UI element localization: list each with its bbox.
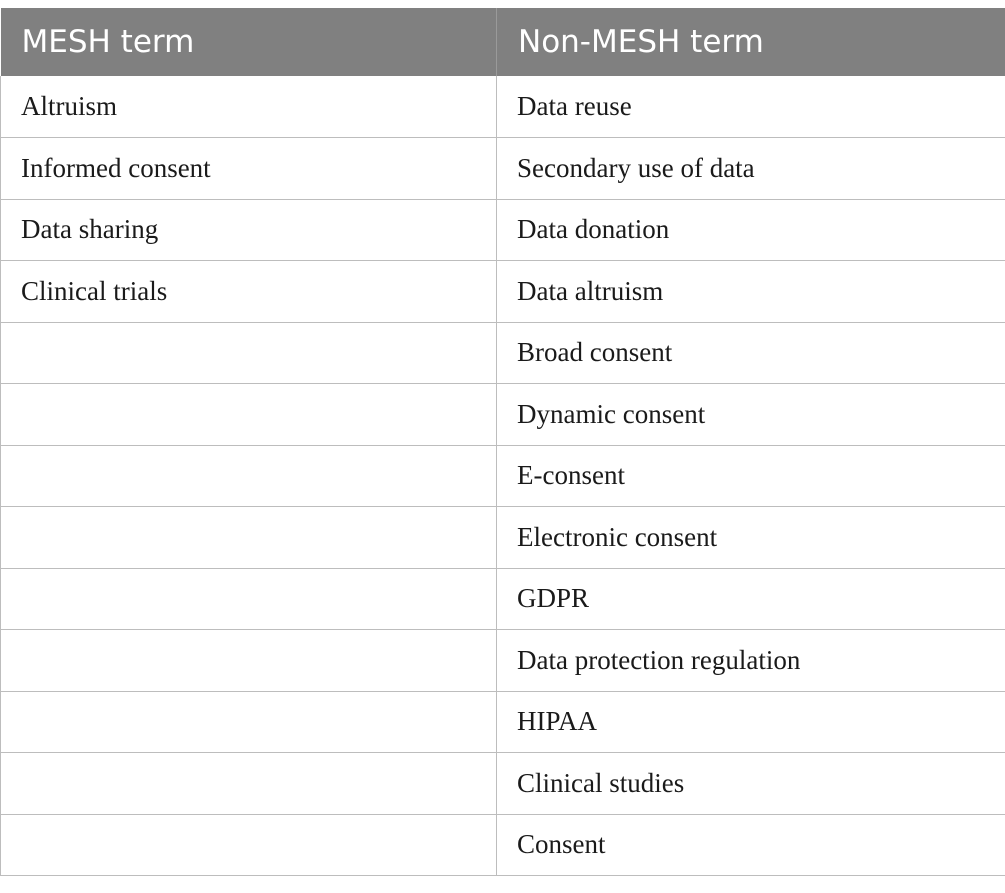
table-row: [1, 753, 1005, 815]
table-body: [1, 76, 1005, 876]
table-row: [1, 691, 1005, 753]
table-row: [1, 568, 1005, 630]
non-mesh-term-cell: Broad consent: [497, 322, 1005, 384]
non-mesh-term-cell: HIPAA: [497, 691, 1005, 753]
table-row: [1, 814, 1005, 876]
table-row: [1, 76, 1005, 138]
non-mesh-term-cell: Dynamic consent: [497, 384, 1005, 446]
non-mesh-term-cell: Data protection regulation: [497, 630, 1005, 692]
non-mesh-term-cell: Data reuse: [497, 76, 1005, 138]
mesh-term-cell: [1, 630, 497, 692]
table-row: [1, 445, 1005, 507]
non-mesh-term-cell: GDPR: [497, 568, 1005, 630]
mesh-term-cell: Altruism: [1, 76, 497, 138]
table-row: [1, 630, 1005, 692]
column-header-non-mesh-term: Non-MESH term: [497, 8, 1005, 76]
table-row: [1, 261, 1005, 323]
mesh-term-cell: Data sharing: [1, 199, 497, 261]
mesh-term-cell: [1, 568, 497, 630]
mesh-term-cell: [1, 814, 497, 876]
mesh-term-cell: Clinical trials: [1, 261, 497, 323]
table-row: [1, 322, 1005, 384]
table-row: [1, 138, 1005, 200]
non-mesh-term-cell: Secondary use of data: [497, 138, 1005, 200]
table-row: [1, 199, 1005, 261]
mesh-term-cell: [1, 507, 497, 569]
non-mesh-term-cell: Electronic consent: [497, 507, 1005, 569]
non-mesh-term-cell: E-consent: [497, 445, 1005, 507]
terms-table: [0, 8, 1005, 876]
non-mesh-term-cell: Data donation: [497, 199, 1005, 261]
mesh-term-cell: [1, 753, 497, 815]
mesh-term-cell: [1, 691, 497, 753]
mesh-term-cell: Informed consent: [1, 138, 497, 200]
mesh-term-cell: [1, 322, 497, 384]
header-row: [1, 8, 1005, 76]
column-header-mesh-term: MESH term: [1, 8, 497, 76]
mesh-term-cell: [1, 384, 497, 446]
non-mesh-term-cell: Consent: [497, 814, 1005, 876]
mesh-term-cell: [1, 445, 497, 507]
table-header: [1, 8, 1005, 76]
table-row: [1, 507, 1005, 569]
non-mesh-term-cell: Data altruism: [497, 261, 1005, 323]
table-row: [1, 384, 1005, 446]
terms-table-container: [0, 8, 1005, 876]
non-mesh-term-cell: Clinical studies: [497, 753, 1005, 815]
